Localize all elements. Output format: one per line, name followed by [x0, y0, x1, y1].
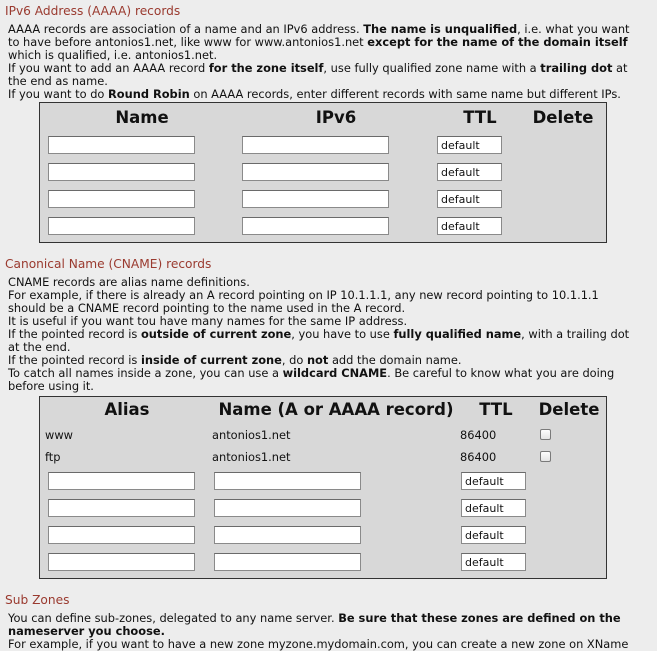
cname-target-cell: antonios1.net — [212, 428, 291, 442]
aaaa-section-title: IPv6 Address (AAAA) records — [5, 4, 181, 18]
cname-header-name: Name (A or AAAA record) — [218, 400, 454, 419]
cname-target-cell: antonios1.net — [212, 450, 291, 464]
aaaa-ttl-input[interactable] — [437, 136, 502, 154]
cname-alias-input[interactable] — [48, 553, 195, 571]
cname-alias-cell: www — [45, 428, 73, 442]
aaaa-ipv6-input[interactable] — [242, 217, 389, 235]
cname-header-ttl: TTL — [479, 400, 513, 419]
cname-description: CNAME records are alias name definitions. For example, if there is already an A record pointing on IP 10.1.1.1, any new record pointing to 10.1.1.1 should be a CNAME record pointing to the name used in the A record. It is useful if you want tou have many names for the same IP address. If the pointed record is outside of current zone, you have to use fully qualified name, with a trailing dot at the end. If the pointed record is inside of current zone, do not add the domain name. To catch all names inside a zone, you can use a wildcard CNAME. Be careful to know what you are doing before using it. — [8, 275, 630, 393]
cname-alias-cell: ftp — [45, 450, 61, 464]
cname-target-input[interactable] — [214, 499, 361, 517]
aaaa-header-ttl: TTL — [463, 108, 497, 127]
cname-header-delete: Delete — [538, 400, 600, 419]
aaaa-name-input[interactable] — [48, 190, 195, 208]
cname-delete-checkbox[interactable] — [540, 451, 551, 462]
aaaa-ttl-input[interactable] — [437, 217, 502, 235]
aaaa-ipv6-input[interactable] — [242, 136, 389, 154]
aaaa-description: AAAA records are association of a name and an IPv6 address. The name is unqualified, i.e. what you want to have before antonios1.net, like www for www.antonios1.net except for the name of the domain itself which is qualified, i.e. antonios1.net. If you want to add an AAAA record for the zone itself, use fully qualified zone name with a trailing dot at the end as name. If you want to do Round Robin on AAAA records, enter different records with same name but different IPs. — [8, 22, 630, 101]
cname-delete-checkbox[interactable] — [540, 429, 551, 440]
cname-target-input[interactable] — [214, 472, 361, 490]
cname-target-input[interactable] — [214, 553, 361, 571]
cname-target-input[interactable] — [214, 526, 361, 544]
cname-section-title: Canonical Name (CNAME) records — [5, 257, 212, 271]
cname-ttl-input[interactable] — [461, 553, 526, 571]
aaaa-name-input[interactable] — [48, 217, 195, 235]
subzones-description: You can define sub-zones, delegated to any name server. Be sure that these zones are defined on the nameserver you choose. For example, if you want to have a new zone myzone.mydomain.com, you can create a new zone on XName — [8, 611, 629, 651]
aaaa-header-name: Name — [115, 108, 169, 127]
cname-ttl-input[interactable] — [461, 499, 526, 517]
cname-ttl-cell: 86400 — [460, 450, 497, 464]
aaaa-name-input[interactable] — [48, 136, 195, 154]
aaaa-ipv6-input[interactable] — [242, 163, 389, 181]
aaaa-header-delete: Delete — [532, 108, 594, 127]
cname-alias-input[interactable] — [48, 499, 195, 517]
aaaa-records-table — [39, 102, 607, 243]
cname-records-table — [39, 396, 607, 579]
cname-ttl-input[interactable] — [461, 526, 526, 544]
aaaa-ttl-input[interactable] — [437, 190, 502, 208]
subzones-section-title: Sub Zones — [5, 593, 70, 607]
aaaa-header-ipv6: IPv6 — [315, 108, 357, 127]
cname-ttl-cell: 86400 — [460, 428, 497, 442]
aaaa-name-input[interactable] — [48, 163, 195, 181]
cname-ttl-input[interactable] — [461, 472, 526, 490]
cname-header-alias: Alias — [104, 400, 150, 419]
cname-alias-input[interactable] — [48, 526, 195, 544]
aaaa-ttl-input[interactable] — [437, 163, 502, 181]
cname-alias-input[interactable] — [48, 472, 195, 490]
aaaa-ipv6-input[interactable] — [242, 190, 389, 208]
